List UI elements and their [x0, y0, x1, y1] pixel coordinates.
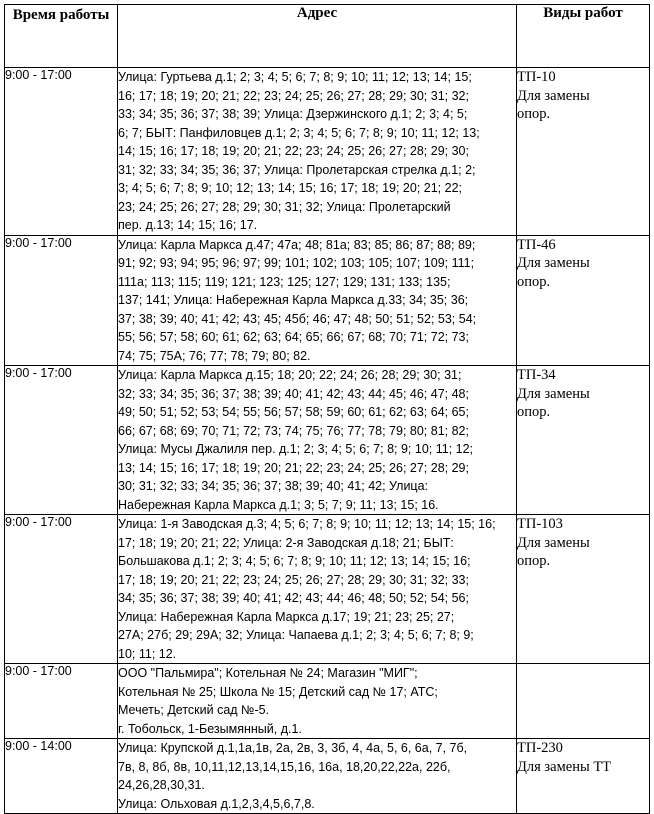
work-line: ТП-103 — [517, 516, 563, 532]
work-line: Для замены — [517, 255, 590, 271]
address-line: Улица: Мусы Джалиля пер. д.1; 2; 3; 4; 5; 6; 7; 8; 9; 10; 11; 12; — [118, 442, 474, 456]
address-line: пер. д.13; 14; 15; 16; 17. — [118, 218, 258, 232]
table-row — [5, 664, 650, 739]
address-line: Улица: Ольховая д.1,2,3,4,5,6,7,8. — [118, 796, 315, 811]
address-line: 33; 34; 35; 36; 37; 38; 39; Улица: Дзержинского д.1; 2; 3; 4; 5; — [118, 107, 468, 121]
header-address: Адрес — [118, 5, 517, 68]
address-line: 74; 75; 75А; 76; 77; 78; 79; 80; 82. — [118, 348, 311, 363]
address-line: 49; 50; 51; 52; 53; 54; 55; 56; 57; 58; 59; 60; 61; 62; 63; 64; 65; — [118, 405, 469, 419]
time-cell: 9:00 - 14:00 — [5, 739, 118, 814]
address-line: ООО "Пальмира"; Котельная № 24; Магазин "МИГ"; — [118, 666, 418, 680]
address-line: 55; 56; 57; 58; 60; 61; 62; 63; 64; 65; 66; 67; 68; 70; 71; 72; 73; — [118, 330, 469, 344]
address-line: 10; 11; 12. — [118, 646, 177, 661]
work-cell — [517, 366, 650, 515]
address-line: 27А; 27б; 29; 29А; 32; Улица: Чапаева д.1; 2; 3; 4; 5; 6; 7; 8; 9; — [118, 628, 474, 642]
header-work: Виды работ — [517, 5, 650, 68]
work-cell — [517, 515, 650, 664]
address-line: Мечеть; Детский сад №-5. — [118, 703, 270, 717]
address-line: 14; 15; 16; 17; 18; 19; 20; 21; 22; 23; 24; 25; 26; 27; 28; 29; 30; — [118, 144, 469, 158]
time-cell: 9:00 - 17:00 — [5, 235, 118, 366]
address-line: Улица: Гуртьева д.1; 2; 3; 4; 5; 6; 7; 8; 9; 10; 11; 12; 13; 14; 15; — [118, 70, 472, 84]
address-line: 91; 92; 93; 94; 95; 96; 97; 99; 101; 102; 103; 105; 107; 109; 111; — [118, 256, 475, 270]
work-line: ТП-230 — [517, 740, 563, 756]
address-line: 17; 18; 19; 20; 21; 22; 23; 24; 25; 26; 27; 28; 29; 30; 31; 32; 33; — [118, 572, 469, 587]
address-line: 66; 67; 68; 69; 70; 71; 72; 73; 74; 75; 76; 77; 78; 79; 80; 81; 82; — [118, 423, 469, 438]
address-cell — [118, 366, 517, 515]
work-line: Для замены — [517, 385, 590, 402]
table-row — [5, 68, 650, 236]
work-line: Для замены — [517, 87, 590, 104]
address-line: 3; 4; 5; 6; 7; 8; 9; 10; 12; 13; 14; 15; 16; 17; 18; 19; 20; 21; 22; — [118, 181, 463, 195]
address-line: Улица: Карла Маркса д.47; 47а; 48; 81а; 83; 85; 86; 87; 88; 89; — [118, 237, 476, 252]
address-line: Котельная № 25; Школа № 15; Детский сад № 17; АТС; — [118, 684, 438, 699]
address-line: г. Тобольск, 1-Безымянный, д.1. — [118, 721, 302, 736]
address-line: Улица: Карла Маркса д.15; 18; 20; 22; 24; 26; 28; 29; 30; 31; — [118, 368, 462, 382]
schedule-table — [4, 4, 650, 814]
work-cell — [517, 664, 650, 739]
address-line: 17; 18; 19; 20; 21; 22; Улица: 2-я Заводская д.18; 21; БЫТ: — [118, 535, 454, 550]
work-line: опор. — [517, 273, 551, 290]
address-line: 30; 31; 32; 33; 34; 35; 36; 37; 38; 39; 40; 41; 42; Улица: — [118, 479, 429, 493]
address-line: 16; 17; 18; 19; 20; 21; 22; 23; 24; 25; 26; 27; 28; 29; 30; 31; 32; — [118, 88, 469, 103]
address-line: Набережная Карла Маркса д.1; 3; 5; 7; 9; 11; 13; 15; 16. — [118, 497, 439, 512]
address-line: Улица: Набережная Карла Маркса д.17; 19; 21; 23; 25; 27; — [118, 609, 455, 624]
work-line: опор. — [517, 106, 551, 122]
address-line: 37; 38; 39; 40; 41; 42; 43; 45; 45б; 46; 47; 48; 50; 51; 52; 53; 54; — [118, 311, 477, 326]
address-line: 137; 141; Улица: Набережная Карла Маркса д.33; 34; 35; 36; — [118, 293, 469, 307]
address-line: 13; 14; 15; 16; 17; 18; 19; 20; 21; 22; 23; 24; 25; 26; 27; 28; 29; — [118, 460, 469, 475]
address-line: 32; 33; 34; 35; 36; 37; 38; 39; 40; 41; 42; 43; 44; 45; 46; 47; 48; — [118, 386, 469, 401]
address-cell — [118, 235, 517, 366]
address-cell — [118, 739, 517, 814]
address-cell — [118, 664, 517, 739]
work-line: ТП-34 — [517, 367, 556, 383]
work-cell — [517, 739, 650, 814]
address-line: Улица: Крупской д.1,1а,1в, 2а, 2в, 3, 3б, 4, 4а, 5, 6, 6а, 7, 7б, — [118, 741, 468, 755]
address-cell — [118, 515, 517, 664]
work-line: ТП-46 — [517, 236, 556, 253]
work-line: ТП-10 — [517, 69, 556, 85]
table-row — [5, 739, 650, 814]
address-line: Улица: 1-я Заводская д.3; 4; 5; 6; 7; 8; 9; 10; 11; 12; 13; 14; 15; 16; — [118, 517, 496, 531]
work-cell — [517, 68, 650, 236]
address-line: 34; 35; 36; 37; 38; 39; 40; 41; 42; 43; 44; 46; 48; 50; 52; 54; 56; — [118, 591, 469, 605]
work-line: опор. — [517, 553, 551, 569]
time-cell: 9:00 - 17:00 — [5, 68, 118, 236]
address-line: 111а; 113; 115; 119; 121; 123; 125; 127; 129; 131; 133; 135; — [118, 274, 451, 289]
table-row — [5, 366, 650, 515]
address-line: 24,26,28,30,31. — [118, 778, 205, 792]
address-line: 6; 7; БЫТ: Панфиловцев д.1; 2; 3; 4; 5; 6; 7; 8; 9; 10; 11; 12; 13; — [118, 125, 480, 140]
address-line: Большакова д.1; 2; 3; 4; 5; 6; 7; 8; 9; 10; 11; 12; 13; 14; 15; 16; — [118, 554, 471, 568]
table-body — [5, 68, 650, 814]
address-cell — [118, 68, 517, 236]
work-line: Для замены — [517, 534, 590, 551]
work-cell — [517, 235, 650, 366]
header-row — [5, 5, 650, 68]
time-cell: 9:00 - 17:00 — [5, 515, 118, 664]
header-time: Время работы — [5, 5, 118, 68]
address-line: 7в, 8, 8б, 8в, 10,11,12,13,14,15,16, 16а, 18,20,22,22а, 22б, — [118, 759, 451, 774]
work-line: Для замены ТТ — [517, 758, 612, 775]
table-row — [5, 235, 650, 366]
work-line: опор. — [517, 404, 551, 420]
address-line: 23; 24; 25; 26; 27; 28; 29; 30; 31; 32; Улица: Пролетарский — [118, 199, 451, 214]
table-row — [5, 515, 650, 664]
time-cell: 9:00 - 17:00 — [5, 664, 118, 739]
address-line: 31; 32; 33; 34; 35; 36; 37; Улица: Пролетарская стрелка д.1; 2; — [118, 162, 476, 177]
time-cell: 9:00 - 17:00 — [5, 366, 118, 515]
